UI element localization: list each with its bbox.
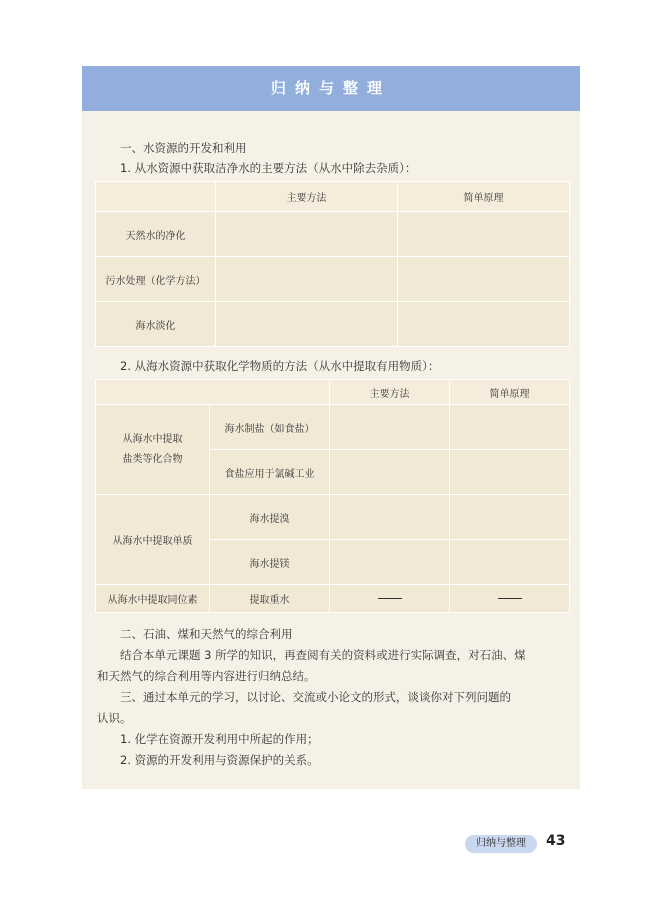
- water-purification-table: [95, 181, 570, 347]
- dash-mark: [498, 598, 522, 599]
- page-number: 43: [546, 833, 566, 849]
- table-row-label: 污水处理（化学方法）: [96, 257, 216, 302]
- section3-item-1: 1. 化学在资源开发利用中所起的作用；: [120, 732, 319, 746]
- table-cell-empty: [398, 212, 570, 257]
- chapter-badge: 归纳与整理: [465, 835, 537, 853]
- table-cell-empty: [398, 257, 570, 302]
- table-header-blank: [96, 380, 330, 405]
- table-row-item: 海水提溴: [210, 495, 330, 540]
- table-header-blank: [96, 182, 216, 212]
- group-label-isotopes: 从海水中提取同位素: [96, 585, 210, 613]
- table-header-principle: 简单原理: [398, 182, 570, 212]
- section3-item-2: 2. 资源的开发利用与资源保护的关系。: [120, 753, 319, 767]
- table-cell-empty: [216, 302, 398, 347]
- table-cell-empty: [450, 450, 570, 495]
- table-cell-empty: [450, 540, 570, 585]
- group-label-salts: 从海水中提取 盐类等化合物: [96, 405, 210, 495]
- section1-heading: 一、水资源的开发和利用: [120, 141, 247, 155]
- table-cell-empty: [216, 212, 398, 257]
- table-cell-empty: [330, 495, 450, 540]
- section-title-banner: 归纳与整理: [82, 66, 580, 111]
- table-row-label: 天然水的净化: [96, 212, 216, 257]
- table-row-item: 食盐应用于氯碱工业: [210, 450, 330, 495]
- dash-mark: [378, 598, 402, 599]
- table-cell-empty: [330, 450, 450, 495]
- table-row-item: 海水提镁: [210, 540, 330, 585]
- table-row-label: 海水淡化: [96, 302, 216, 347]
- table-cell-empty: [330, 540, 450, 585]
- table-cell-empty: [330, 405, 450, 450]
- table-row-item: 提取重水: [210, 585, 330, 613]
- table-header-principle: 简单原理: [450, 380, 570, 405]
- section2-paragraph-line2: 和天然气的综合利用等内容进行归纳总结。: [97, 669, 316, 683]
- table-cell-empty: [450, 495, 570, 540]
- section3-paragraph-line2: 认识。: [97, 711, 132, 725]
- table-cell-dash: [330, 585, 450, 613]
- section2-heading: 二、石油、煤和天然气的综合利用: [120, 627, 293, 641]
- table-header-method: 主要方法: [330, 380, 450, 405]
- table-cell-dash: [450, 585, 570, 613]
- table-cell-empty: [216, 257, 398, 302]
- section2-paragraph-line1: 结合本单元课题 3 所学的知识，再查阅有关的资料或进行实际调查，对石油、煤: [120, 648, 526, 662]
- section3-paragraph-line1: 三、通过本单元的学习，以讨论、交流或小论文的形式，谈谈你对下列问题的: [120, 690, 511, 704]
- question-1: 1. 从水资源中获取洁净水的主要方法（从水中除去杂质）：: [120, 161, 417, 175]
- group-label-elements: 从海水中提取单质: [96, 495, 210, 585]
- table-cell-empty: [398, 302, 570, 347]
- table-row-item: 海水制盐（如食盐）: [210, 405, 330, 450]
- question-2: 2. 从海水资源中获取化学物质的方法（从水中提取有用物质）：: [120, 359, 440, 373]
- seawater-chemicals-table: [95, 379, 570, 613]
- table-header-method: 主要方法: [216, 182, 398, 212]
- table-cell-empty: [450, 405, 570, 450]
